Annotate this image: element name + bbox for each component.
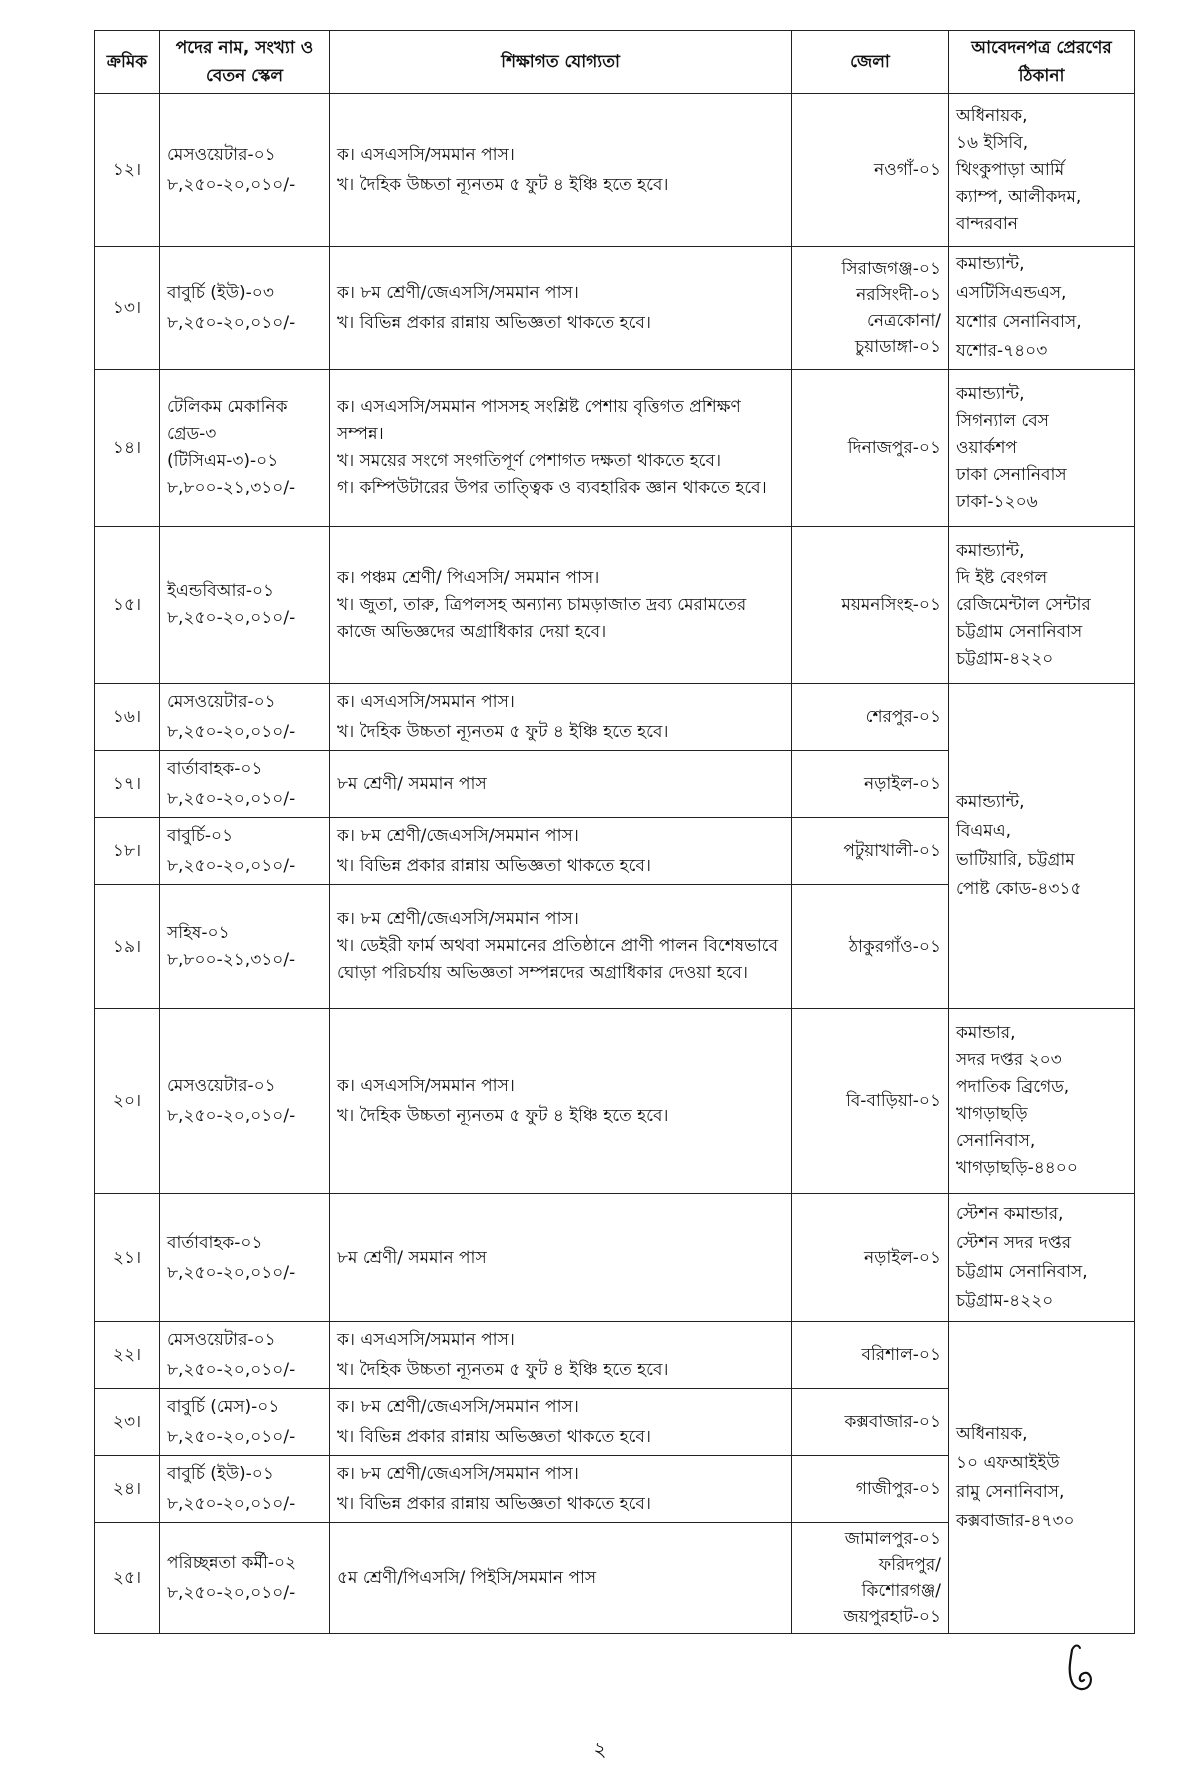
district-cell: [792, 818, 949, 885]
post-cell: [160, 247, 330, 370]
post-name: টেলিকম মেকানিক গ্রেড-৩ (টিসিএম-৩)-০১: [167, 397, 288, 471]
pay-scale: ৮,৮০০-২১,৩১০/-: [167, 478, 296, 498]
qualification-item: ৮ম শ্রেণী/ সমমান পাস: [337, 774, 487, 794]
pay-scale: ৮,২৫০-২০,০১০/-: [167, 1494, 296, 1514]
district-item: ময়মনসিংহ-০১: [841, 595, 941, 615]
qualification-item: ক। ৮ম শ্রেণী/জেএসসি/সমমান পাস।: [337, 826, 579, 846]
address-line: স্টেশন সদর দপ্তর: [956, 1232, 1072, 1253]
post-cell: [160, 370, 330, 527]
table-row: [95, 1322, 1135, 1389]
address-line: চট্টগ্রাম-৪২২০: [956, 648, 1054, 669]
address-cell: [949, 1009, 1135, 1194]
address-line: অধিনায়ক,: [956, 1423, 1028, 1444]
district-item: জয়পুরহাট-০১: [843, 1607, 941, 1627]
address-line: রামু সেনানিবাস,: [956, 1481, 1065, 1502]
qualification-item: খ। দৈহিক উচ্চতা ন্যূনতম ৫ ফুট ৪ ইঞ্চি হতে হবে।: [337, 175, 669, 195]
qualification-cell: [330, 1322, 792, 1389]
serial-cell: ২২।: [95, 1322, 160, 1389]
post-name: মেসওয়েটার-০১: [167, 1076, 276, 1096]
serial-cell: ২৫।: [95, 1523, 160, 1634]
post-cell: [160, 1009, 330, 1194]
qualification-cell: [330, 1009, 792, 1194]
address-cell: [949, 94, 1135, 247]
serial-cell: ২১।: [95, 1194, 160, 1322]
serial-cell: ২৪।: [95, 1456, 160, 1523]
qualification-cell: [330, 1456, 792, 1523]
qualification-cell: [330, 1194, 792, 1322]
pay-scale: ৮,২৫০-২০,০১০/-: [167, 1106, 296, 1126]
address-line: সিগন্যাল বেস: [956, 410, 1049, 431]
address-cell: [949, 684, 1135, 1009]
post-name: বাবুর্চি (ইউ)-০৩: [167, 283, 274, 303]
pay-scale: ৮,২৫০-২০,০১০/-: [167, 1360, 296, 1380]
post-cell: [160, 1456, 330, 1523]
address-line: চট্টগ্রাম সেনানিবাস: [956, 621, 1083, 642]
table-row: [95, 684, 1135, 751]
district-item: কক্সবাজার-০১: [844, 1412, 941, 1432]
vacancy-table: [94, 30, 1135, 1634]
pay-scale: ৮,৮০০-২১,৩১০/-: [167, 949, 296, 970]
qualification-cell: [330, 1389, 792, 1456]
district-item: নড়াইল-০১: [864, 774, 941, 794]
table-row: [95, 527, 1135, 684]
post-name: বাবুর্চি-০১: [167, 826, 234, 846]
table-header-row: [95, 31, 1135, 94]
district-item: চুয়াডাঙ্গা-০১: [855, 337, 941, 357]
address-line: ক্যাম্প, আলীকদম,: [956, 186, 1082, 207]
pay-scale: ৮,২৫০-২০,০১০/-: [167, 789, 296, 809]
qualification-item: খ। বিভিন্ন প্রকার রান্নায় অভিজ্ঞতা থাকতে হবে।: [337, 313, 651, 333]
qualification-item: ক। ৮ম শ্রেণী/জেএসসি/সমমান পাস।: [337, 909, 579, 929]
district-cell: [792, 1009, 949, 1194]
qualification-item: ক। এসএসসি/সমমান পাস।: [337, 1330, 515, 1350]
district-item: গাজীপুর-০১: [855, 1479, 941, 1499]
district-cell: [792, 370, 949, 527]
table-row: [95, 94, 1135, 247]
table-body: [95, 94, 1135, 1634]
post-name: বার্তাবাহক-০১: [167, 759, 263, 779]
address-line: পদাতিক ব্রিগেড,: [956, 1077, 1070, 1097]
district-cell: [792, 1523, 949, 1634]
post-name: মেসওয়েটার-০১: [167, 692, 276, 712]
pay-scale: ৮,২৫০-২০,০১০/-: [167, 175, 296, 195]
district-cell: [792, 1456, 949, 1523]
header-qualification: শিক্ষাগত যোগ্যতা: [330, 31, 792, 94]
district-item: দিনাজপুর-০১: [847, 438, 941, 458]
qualification-item: ক। ৮ম শ্রেণী/জেএসসি/সমমান পাস।: [337, 1397, 579, 1417]
district-item: বরিশাল-০১: [861, 1345, 941, 1365]
qualification-item: খ। দৈহিক উচ্চতা ন্যূনতম ৫ ফুট ৪ ইঞ্চি হতে হবে।: [337, 722, 669, 742]
address-line: ভাটিয়ারি, চট্টগ্রাম: [956, 850, 1075, 870]
address-line: পোষ্ট কোড-৪৩১৫: [956, 879, 1082, 899]
qualification-item: খ। দৈহিক উচ্চতা ন্যূনতম ৫ ফুট ৪ ইঞ্চি হতে হবে।: [337, 1106, 669, 1126]
district-cell: [792, 527, 949, 684]
district-cell: [792, 1389, 949, 1456]
page-number: ২: [593, 1737, 607, 1761]
serial-cell: ১৫।: [95, 527, 160, 684]
address-cell: [949, 1194, 1135, 1322]
serial-cell: ১৯।: [95, 885, 160, 1009]
qualification-item: ৫ম শ্রেণী/পিএসসি/ পিইসি/সমমান পাস: [337, 1568, 597, 1588]
post-cell: [160, 751, 330, 818]
district-item: নড়াইল-০১: [864, 1247, 941, 1268]
table-row: [95, 370, 1135, 527]
post-name: বাবুর্চি (ইউ)-০১: [167, 1464, 274, 1484]
address-line: দি ইষ্ট বেংগল: [956, 567, 1048, 588]
qualification-item: গ। কম্পিউটারের উপর তাত্ত্বিক ও ব্যবহারিক জ্ঞান থাকতে হবে।: [337, 478, 767, 498]
serial-cell: ২০।: [95, 1009, 160, 1194]
qualification-item: ক। ৮ম শ্রেণী/জেএসসি/সমমান পাস।: [337, 283, 579, 303]
post-cell: [160, 1389, 330, 1456]
qualification-item: খ। বিভিন্ন প্রকার রান্নায় অভিজ্ঞতা থাকতে হবে।: [337, 856, 651, 876]
qualification-cell: [330, 527, 792, 684]
address-line: যশোর-৭৪০৩: [956, 341, 1048, 361]
address-line: ১০ এফআইইউ: [956, 1452, 1060, 1473]
serial-cell: ১৭।: [95, 751, 160, 818]
serial-cell: ১৮।: [95, 818, 160, 885]
district-cell: [792, 1194, 949, 1322]
post-name: সহিষ-০১: [167, 922, 230, 943]
header-serial: ক্রমিক: [95, 31, 160, 94]
district-item: কিশোরগঞ্জ/: [861, 1581, 941, 1601]
qualification-item: ক। এসএসসি/সমমান পাস।: [337, 1076, 515, 1096]
district-item: পটুয়াখালী-০১: [843, 841, 941, 861]
post-name: মেসওয়েটার-০১: [167, 145, 276, 165]
address-line: খাগড়াছড়ি-৪৪০০: [956, 1158, 1078, 1178]
serial-cell: ১২।: [95, 94, 160, 247]
address-line: থিংকুপাড়া আর্মি: [956, 159, 1065, 180]
serial-cell: ১৬।: [95, 684, 160, 751]
address-line: ঢাকা-১২০৬: [956, 491, 1038, 512]
post-cell: [160, 527, 330, 684]
pay-scale: ৮,২৫০-২০,০১০/-: [167, 1262, 296, 1283]
qualification-cell: [330, 818, 792, 885]
post-cell: [160, 684, 330, 751]
address-line: সেনানিবাস,: [956, 1131, 1036, 1151]
pay-scale: ৮,২৫০-২০,০১০/-: [167, 608, 296, 628]
address-cell: [949, 370, 1135, 527]
district-cell: [792, 751, 949, 818]
address-line: খাগড়াছড়ি: [956, 1104, 1028, 1124]
district-item: জামালপুর-০১: [844, 1529, 941, 1549]
pay-scale: ৮,২৫০-২০,০১০/-: [167, 856, 296, 876]
address-cell: [949, 527, 1135, 684]
serial-cell: ১৪।: [95, 370, 160, 527]
qualification-item: ক। এসএসসি/সমমান পাসসহ সংশ্লিষ্ট পেশায় বৃত্তিগত প্রশিক্ষণ সম্পন্ন।: [337, 397, 741, 444]
header-post: পদের নাম, সংখ্যা ও বেতন স্কেল: [160, 31, 330, 94]
address-line: সদর দপ্তর ২০৩: [956, 1050, 1062, 1070]
serial-cell: ২৩।: [95, 1389, 160, 1456]
district-cell: [792, 1322, 949, 1389]
pay-scale: ৮,২৫০-২০,০১০/-: [167, 1583, 296, 1603]
address-line: কমান্ড্যান্ট,: [956, 383, 1025, 404]
post-cell: [160, 885, 330, 1009]
district-item: বি-বাড়িয়া-০১: [845, 1091, 941, 1111]
qualification-cell: [330, 885, 792, 1009]
qualification-item: খ। ডেইরী ফার্ম অথবা সমমানের প্রতিষ্ঠানে প্রাণী পালন বিশেষভাবে ঘোড়া পরিচর্যায় অভিজ্ঞতা সম্পন্নদের অগ্রাধিকার দেওয়া হবে।: [337, 936, 779, 983]
qualification-item: ক। এসএসসি/সমমান পাস।: [337, 145, 515, 165]
qualification-cell: [330, 94, 792, 247]
district-item: ঠাকুরগাঁও-০১: [848, 936, 941, 957]
address-line: কমান্ড্যান্ট,: [956, 540, 1025, 561]
address-line: বিএমএ,: [956, 821, 1012, 841]
serial-cell: ১৩।: [95, 247, 160, 370]
district-item: নেত্রকোনা/: [867, 311, 941, 331]
district-item: নওগাঁ-০১: [874, 160, 941, 180]
address-line: কমান্ড্যান্ট,: [956, 254, 1025, 274]
pay-scale: ৮,২৫০-২০,০১০/-: [167, 722, 296, 742]
address-line: যশোর সেনানিবাস,: [956, 312, 1082, 332]
qualification-cell: [330, 1523, 792, 1634]
post-name: বাবুর্চি (মেস)-০১: [167, 1397, 280, 1417]
address-line: ১৬ ইসিবি,: [956, 132, 1029, 153]
address-cell: [949, 247, 1135, 370]
table-row: [95, 247, 1135, 370]
address-line: এসটিসিএন্ডএস,: [956, 283, 1067, 303]
address-line: চট্টগ্রাম সেনানিবাস,: [956, 1261, 1088, 1282]
address-line: কমান্ড্যান্ট,: [956, 792, 1025, 812]
post-cell: [160, 1194, 330, 1322]
district-cell: [792, 94, 949, 247]
qualification-item: ৮ম শ্রেণী/ সমমান পাস: [337, 1247, 487, 1268]
district-item: সিরাজগঞ্জ-০১: [841, 259, 941, 279]
qualification-item: ক। এসএসসি/সমমান পাস।: [337, 692, 515, 712]
qualification-item: খ। জুতা, তারু, ত্রিপলসহ অন্যান্য চামড়াজাত দ্রব্য মেরামতের কাজে অভিজ্ঞদের অগ্রাধিকার দেয়া হবে।: [337, 594, 747, 642]
qualification-item: খ। সময়ের সংগে সংগতিপূর্ণ পেশাগত দক্ষতা থাকতে হবে।: [337, 451, 722, 471]
district-cell: [792, 247, 949, 370]
qualification-item: খ। বিভিন্ন প্রকার রান্নায় অভিজ্ঞতা থাকতে হবে।: [337, 1427, 651, 1447]
signature-mark: [1062, 1640, 1102, 1700]
address-line: স্টেশন কমান্ডার,: [956, 1203, 1064, 1224]
table-row: [95, 1194, 1135, 1322]
qualification-cell: [330, 751, 792, 818]
post-name: ইএন্ডবিআর-০১: [167, 581, 275, 601]
district-item: নরসিংদী-০১: [856, 285, 941, 305]
address-line: অধিনায়ক,: [956, 105, 1028, 126]
district-cell: [792, 684, 949, 751]
district-item: ফরিদপুর/: [878, 1555, 941, 1575]
qualification-item: ক। পঞ্চম শ্রেণী/ পিএসসি/ সমমান পাস।: [337, 567, 600, 588]
post-name: বার্তাবাহক-০১: [167, 1232, 263, 1253]
pay-scale: ৮,২৫০-২০,০১০/-: [167, 1427, 296, 1447]
pay-scale: ৮,২৫০-২০,০১০/-: [167, 313, 296, 333]
address-cell: [949, 1322, 1135, 1634]
post-name: মেসওয়েটার-০১: [167, 1330, 276, 1350]
address-line: চট্টগ্রাম-৪২২০: [956, 1290, 1054, 1311]
qualification-cell: [330, 370, 792, 527]
qualification-item: ক। ৮ম শ্রেণী/জেএসসি/সমমান পাস।: [337, 1464, 579, 1484]
address-line: কমান্ডার,: [956, 1023, 1016, 1043]
address-line: ওয়ার্কশপ: [956, 437, 1017, 458]
qualification-cell: [330, 247, 792, 370]
post-cell: [160, 818, 330, 885]
address-line: বান্দরবান: [956, 213, 1018, 234]
address-line: ঢাকা সেনানিবাস: [956, 464, 1067, 485]
table-row: [95, 1009, 1135, 1194]
post-name: পরিচ্ছন্নতা কর্মী-০২: [167, 1553, 297, 1573]
qualification-item: খ। বিভিন্ন প্রকার রান্নায় অভিজ্ঞতা থাকতে হবে।: [337, 1494, 651, 1514]
qualification-item: খ। দৈহিক উচ্চতা ন্যূনতম ৫ ফুট ৪ ইঞ্চি হতে হবে।: [337, 1360, 669, 1380]
qualification-cell: [330, 684, 792, 751]
header-district: জেলা: [792, 31, 949, 94]
address-line: কক্সবাজার-৪৭৩০: [956, 1510, 1075, 1531]
district-cell: [792, 885, 949, 1009]
post-cell: [160, 94, 330, 247]
district-item: শেরপুর-০১: [865, 707, 941, 727]
post-cell: [160, 1322, 330, 1389]
post-cell: [160, 1523, 330, 1634]
header-address: আবেদনপত্র প্রেরণের ঠিকানা: [949, 31, 1135, 94]
address-line: রেজিমেন্টাল সেন্টার: [956, 594, 1091, 615]
